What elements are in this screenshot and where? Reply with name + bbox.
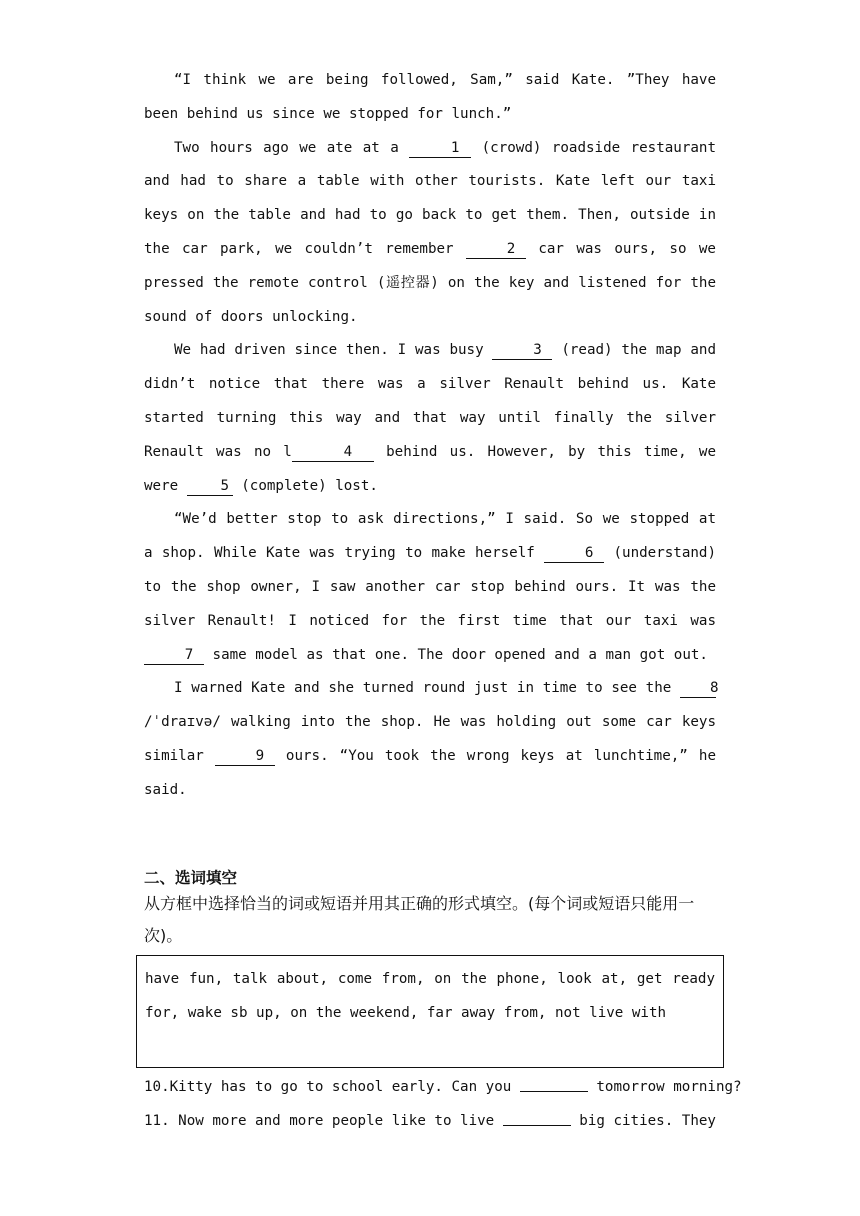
passage-text: We had driven since then. I was busy <box>174 342 493 359</box>
question-text-after: big cities. They <box>570 1113 716 1129</box>
question-text-before: Kitty has to go to school early. Can you <box>169 1079 520 1095</box>
passage-text: car was ours, so we pressed the remote control (遥控器) on the key and listened for the sound of doors unlocking. <box>144 240 716 325</box>
question-10 <box>144 1077 742 1097</box>
blank-8[interactable]: 8 <box>680 680 716 698</box>
paragraph-1 <box>144 64 716 132</box>
passage-text: “I think we are being followed, Sam,” said Kate. ”They have been behind us since we stopped for lunch.” <box>144 72 716 122</box>
paragraph-5 <box>144 672 719 807</box>
passage-text: ours. “You took the wrong keys at lunchtime,” he said. <box>144 747 716 798</box>
question-text-before: Now more and more people like to live <box>169 1113 503 1129</box>
paragraph-4 <box>144 503 716 672</box>
passage-text: /ˈdraɪvə/ walking into the shop. He was holding out some car keys similar <box>144 714 716 764</box>
passage-text: (read) the map and didn’t notice that there was a silver Renault behind us. Kate started turning this way and that way until finally the silver Renault was no l <box>144 342 716 460</box>
blank-7[interactable]: 7 <box>144 647 204 665</box>
passage <box>144 64 719 808</box>
blank-9[interactable]: 9 <box>215 748 275 766</box>
answer-blank[interactable] <box>503 1111 571 1126</box>
passage-text: (crowd) roadside restaurant and had to share a table with other tourists. Kate left our taxi keys on the table and had to go back to get them. Then, outside in the car park, we couldn’t remember <box>144 139 716 257</box>
question-number: 11. <box>144 1113 170 1129</box>
blank-5[interactable]: 5 <box>187 478 233 496</box>
passage-text: (understand) to the shop owner, I saw another car stop behind ours. It was the silver Renault! I noticed for the first time that our taxi was <box>144 545 717 629</box>
word-box-text: have fun, talk about, come from, on the phone, look at, get ready for, wake sb up, on the weekend, far away from, not live with <box>145 971 715 1021</box>
passage-text: behind us. However, by this time, we were <box>144 443 716 494</box>
passage-text: “We’d better stop to ask directions,” I said. So we stopped at a shop. While Kate was trying to make herself <box>144 511 716 562</box>
passage-text: I warned Kate and she turned round just in time to see the <box>174 680 680 697</box>
question-text-after: tomorrow morning? <box>587 1079 742 1095</box>
blank-4[interactable]: 4 <box>292 444 374 462</box>
passage-text: same model as that one. The door opened and a man got out. <box>204 646 708 663</box>
section-instruction: 从方框中选择恰当的词或短语并用其正确的形式填空。(每个词或短语只能用一次)。 <box>144 894 695 945</box>
blank-6[interactable]: 6 <box>544 545 604 563</box>
blank-1[interactable]: 1 <box>409 140 471 158</box>
word-box <box>136 955 724 1068</box>
question-number: 10. <box>144 1079 170 1095</box>
answer-blank[interactable] <box>520 1077 588 1092</box>
passage-text: Two hours ago we ate at a <box>174 139 410 156</box>
passage-text: (complete) lost. <box>232 477 378 494</box>
question-11 <box>144 1111 718 1131</box>
paragraph-3 <box>144 334 716 503</box>
blank-3[interactable]: 3 <box>492 342 552 360</box>
paragraph-2 <box>144 132 716 335</box>
section-title: 二、选词填空 <box>144 869 238 887</box>
blank-2[interactable]: 2 <box>466 241 526 259</box>
